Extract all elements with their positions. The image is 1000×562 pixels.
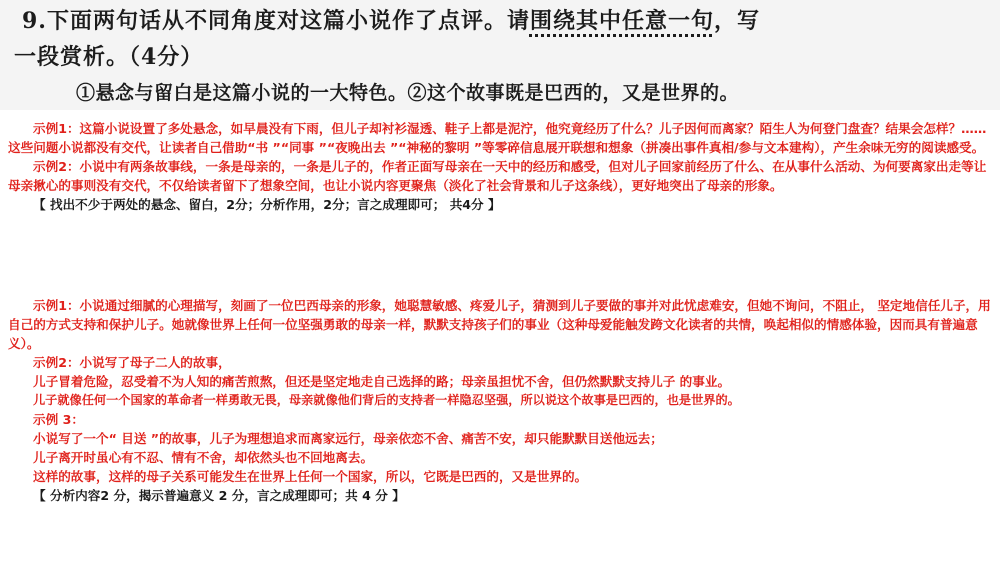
part2-example-2-title: 示例2：小说写了母子二人的故事，	[33, 355, 231, 370]
question-line-2: 一段赏析。（4分）	[14, 44, 204, 70]
answer-part-1	[8, 119, 994, 214]
part2-example-1: 示例1：小说通过细腻的心理描写，刻画了一位巴西母亲的形象，她聪慧敏感、疼爱儿子，猜测到儿子要做的事并对此忧虑难安，但她不询问，不阻止， 坚定地信任儿子，用自己的方式支持和保护儿子。她就像世界上任何一位坚强勇敢的母亲一样，默默支持孩子们的事业（这种母爱能触发跨文化读者的共情，唤起相似的情感体验，因而具有普遍意义）。	[8, 298, 991, 351]
part2-example-2-line-1: 儿子冒着危险，忍受着不为人知的痛苦煎熬，但还是坚定地走自己选择的路；母亲虽担忧不舍，但仍然默默支持儿子 的事业。	[33, 374, 731, 389]
part2-scoring: 【 分析内容2 分，揭示普遍意义 2 分，言之成理即可；共 4 分 】	[33, 488, 405, 503]
part1-example-1: 示例1：这篇小说设置了多处悬念，如早晨没有下雨，但儿子却衬衫湿透、鞋子上都是泥泞，他究竟经历了什么？儿子因何而离家？陌生人为何登门盘查？结果会怎样？……这些问题小说都没有交代，让读者自己借助“书 ”“同事 ”“夜晚出去 ”“神秘的黎明 ”等零碎信息展开联想和想象（拼凑出事件真相/参与文本建构），产生余味无穷的阅读感受。	[8, 121, 987, 155]
answer-part-2	[8, 296, 994, 505]
part2-example-3-line-3: 这样的故事，这样的母子关系可能发生在世界上任何一个国家，所以，它既是巴西的，又是世界的。	[33, 469, 588, 484]
part2-example-3-title: 示例 3：	[33, 412, 84, 427]
part1-example-2: 示例2：小说中有两条故事线，一条是母亲的，一条是儿子的，作者正面写母亲在一天中的经历和感受，但对儿子回家前经历了什么、在从事什么活动、为何要离家出走等让母亲揪心的事则没有交代，不仅给读者留下了想象空间，也让小说内容更聚焦（淡化了社会背景和儿子这条线），更好地突出了母亲的形象。	[8, 159, 987, 193]
question-line-1	[22, 4, 760, 35]
question-scan	[0, 0, 1000, 110]
question-line-1-end: ，写	[713, 8, 760, 34]
question-statements: ①悬念与留白是这篇小说的一大特色。②这个故事既是巴西的，又是世界的。	[76, 82, 740, 104]
question-emphasis: 围绕其中任意一句	[529, 8, 714, 34]
part2-example-2-line-2: 儿子就像任何一个国家的革命者一样勇敢无畏，母亲就像他们背后的支持者一样隐忍坚强，所以说这个故事是巴西的，也是世界的。	[33, 393, 740, 407]
part1-scoring: 【 找出不少于两处的悬念、留白，2分；分析作用，2分；言之成理即可； 共4分 】	[33, 197, 501, 212]
part2-example-3-line-2: 儿子离开时虽心有不忍、情有不舍，却依然头也不回地离去。	[33, 450, 374, 465]
question-line-1-start: 9.下面两句话从不同角度对这篇小说作了点评。请	[22, 8, 530, 34]
part2-example-3-line-1: 小说写了一个“ 目送 ”的故事，儿子为理想追求而离家远行，母亲依恋不舍、痛苦不安，却只能默默目送他远去；	[33, 431, 663, 446]
